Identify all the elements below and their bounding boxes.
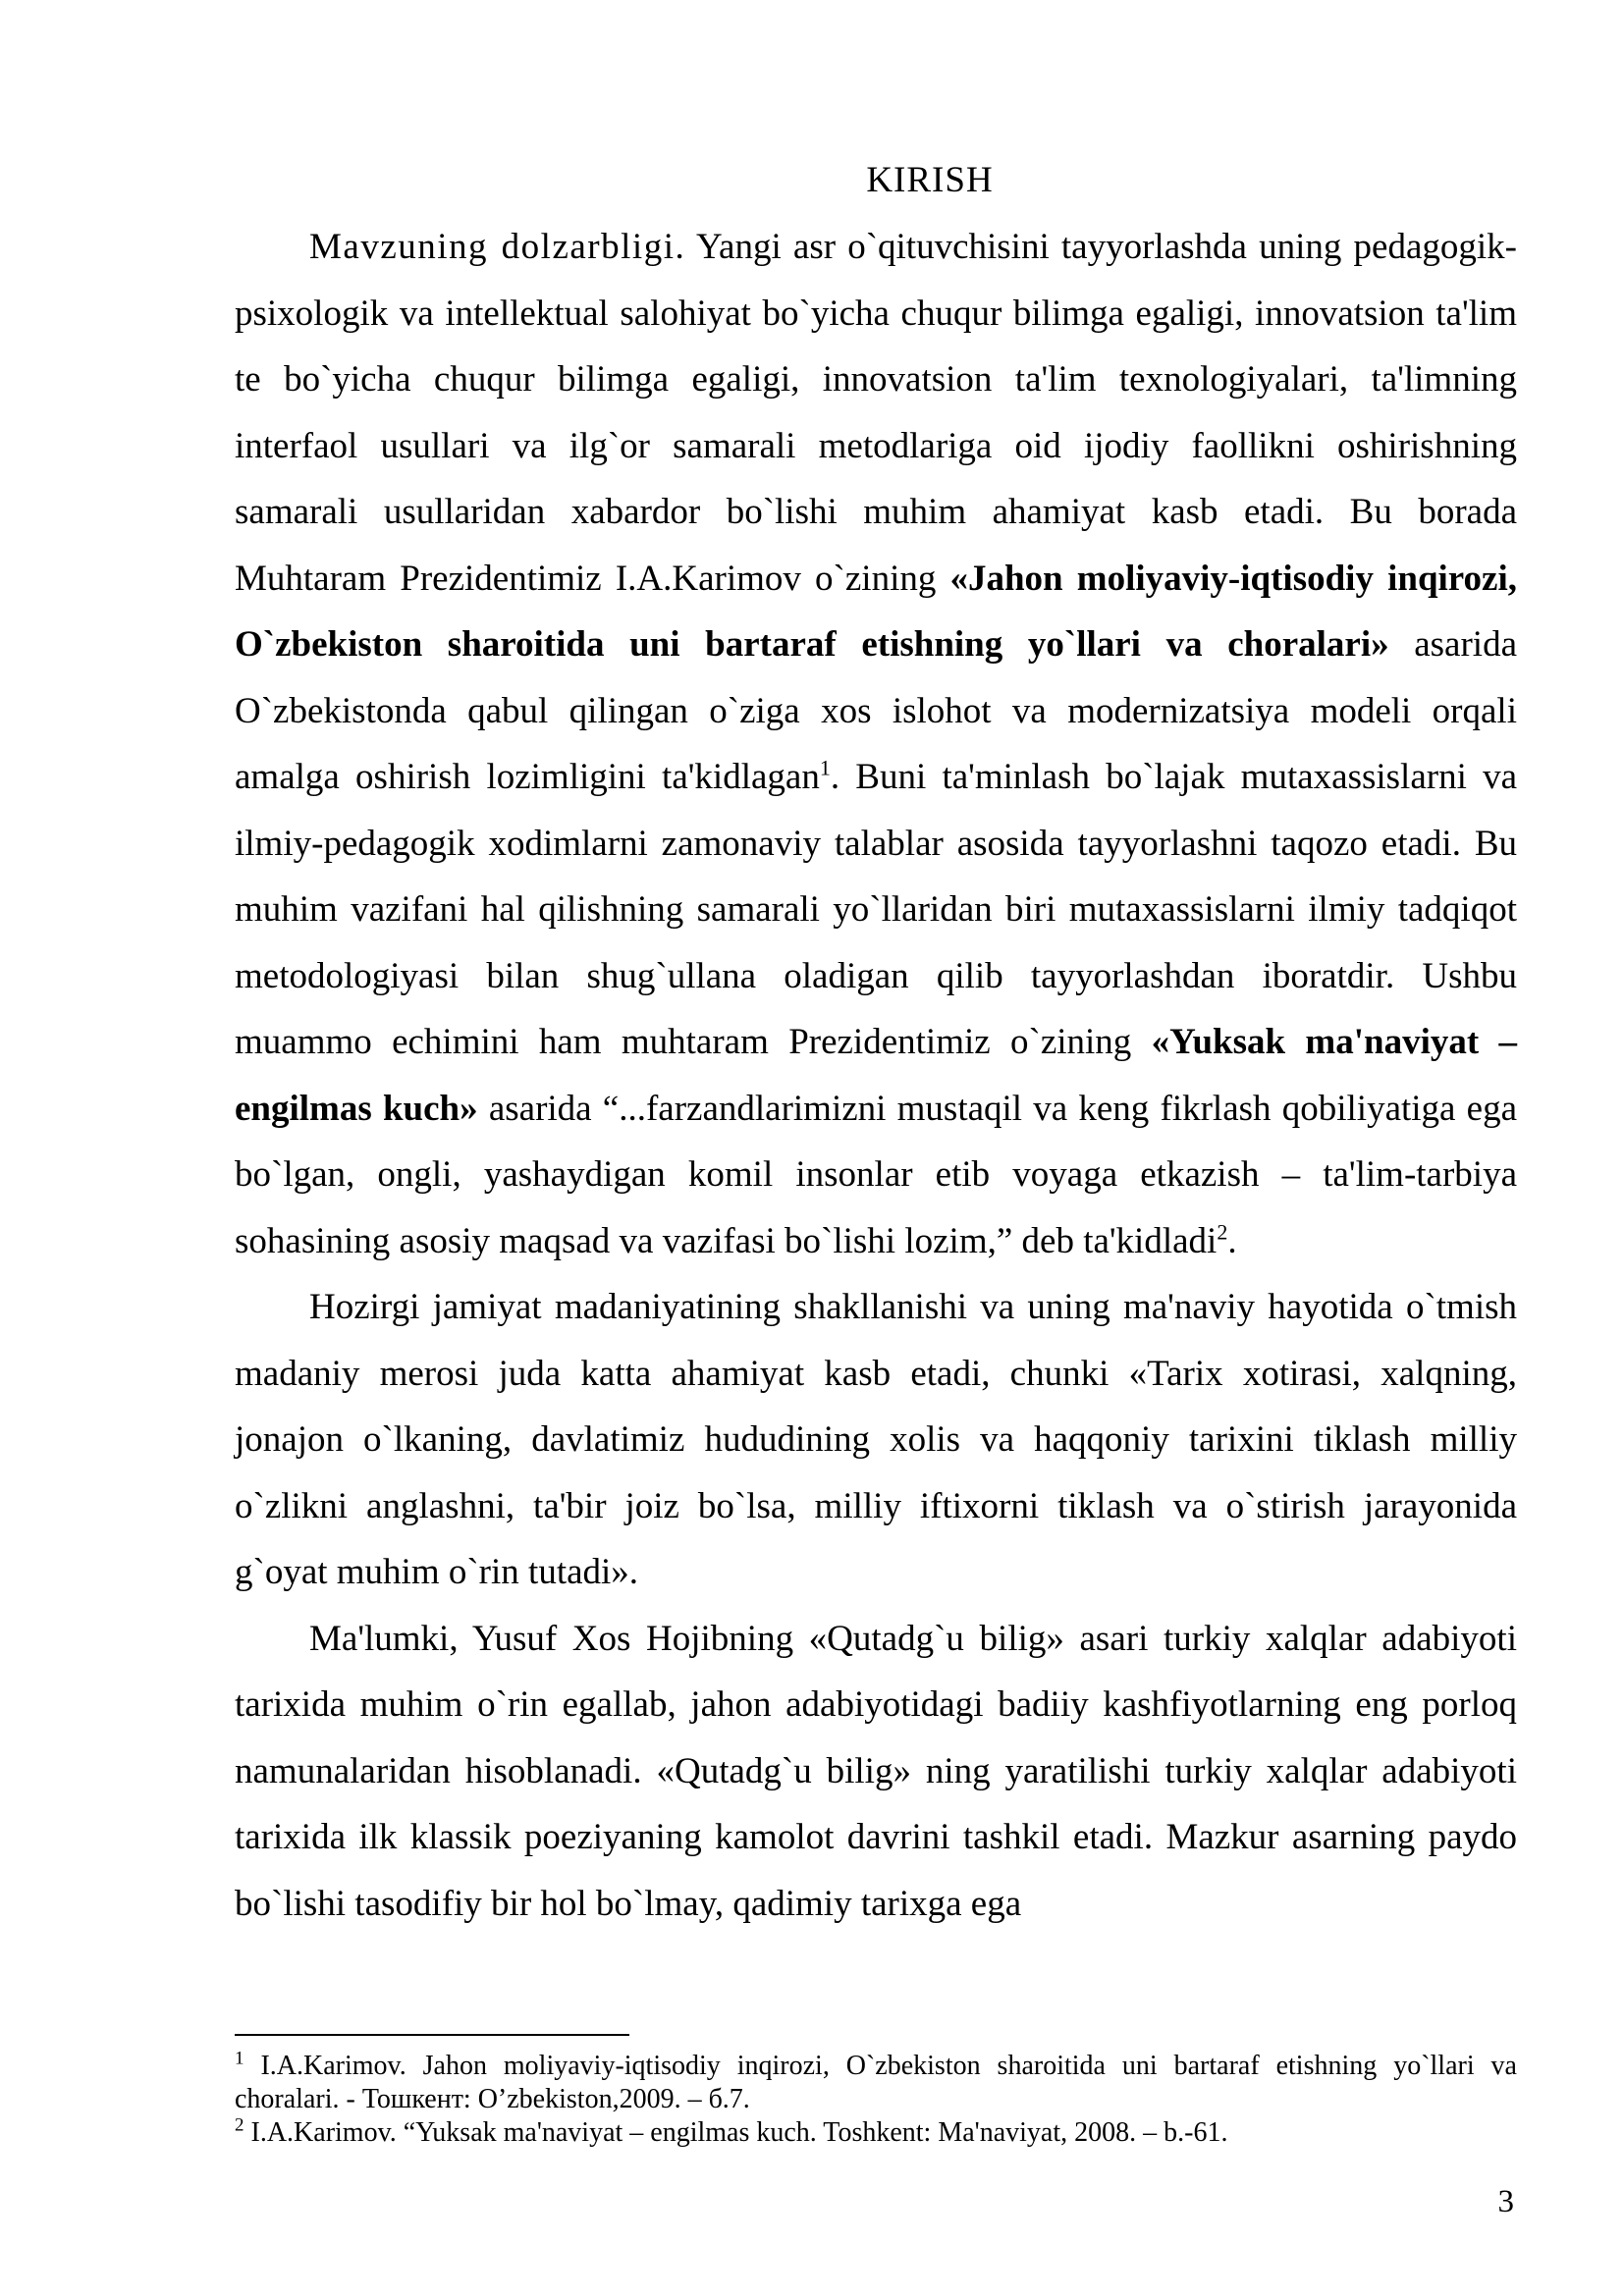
text-run: Yangi asr o`qituvchisini tayyorlashda uning pedagogik-psixologik va intellektual salohiyat bo`yicha chuqur bilimga egaligi, innovatsion ta'lim te bo`yicha chuqur bilimga egaligi, innovatsion ta'lim texnologiyalari, ta'limning interfaol usullari va ilg`or samarali metodlariga oid ijodiy faollikni oshirishning samarali usullaridan xabardor bo`lishi muhim ahamiyat kasb etadi. Bu borada Muhtaram Prezidentimiz I.A.Karimov o`zining — [235, 227, 1518, 599]
footnotes — [235, 2034, 1517, 2150]
footnote-divider — [235, 2034, 629, 2036]
footnote-number: 2 — [235, 2114, 244, 2136]
text-run: . — [1227, 1220, 1237, 1261]
section-heading: KIRISH — [866, 160, 994, 200]
paragraph-heritage: Hozirgi jamiyat madaniyatining shakllanishi va uning ma'naviy hayotida o`tmish madaniy merosi juda katta ahamiyat kasb etadi, chunki «Tarix xotirasi, xalqning, jonajon o`lkaning, davlatimiz hududining xolis va haqqoniy tarixini tiklash milliy o`zlikni anglashni, ta'bir joiz bo`lsa, milliy iftixorni tiklash va o`stirish jarayonida g`oyat muhim o`rin tutadi». — [235, 1287, 1517, 1592]
paragraph-qutadgu-bilig: Ma'lumki, Yusuf Xos Hojibning «Qutadg`u bilig» asari turkiy xalqlar adabiyoti tarixida muhim o`rin egallab, jahon adabiyotidagi badiiy kashfiyotlarning eng porloq namunalaridan hisoblanadi. «Qutadg`u bilig» ning yaratilishi turkiy xalqlar adabiyoti tarixida ilk klassik poeziyaning kamolot davrini tashkil etadi. Mazkur asarning paydo bo`lishi tasodifiy bir hol bo`lmay, qadimiy tarixga ega — [235, 1618, 1517, 1924]
bold-title-2: «Yuksak ma'naviyat – engilmas kuch» — [235, 1022, 1517, 1129]
footnote-ref-1[interactable]: 1 — [819, 755, 831, 780]
bold-title-1: «Jahon moliyaviy-iqtisodiy inqirozi, O`zbekiston sharoitida uni bartaraf etishning yo`llari va choralari» — [235, 558, 1518, 665]
footnote-2 — [235, 2116, 1517, 2150]
paragraph-relevance — [235, 214, 1517, 1274]
footnote-ref-2[interactable]: 2 — [1217, 1219, 1228, 1245]
footnote-text: I.A.Karimov. “Yuksak ma'naviyat – engilmas kuch. Toshkent: Ma'naviyat, 2008. – b.-61. — [244, 2117, 1228, 2148]
text-run: asarida “...farzandlarimizni mustaqil va keng fikrlash qobiliyatiga ega bo`lgan, ongli, yashaydigan komil insonlar etib voyaga etkazish – ta'lim-tarbiya sohasining asosiy maqsad va vazifasi bo`lishi lozim,” deb ta'kidladi — [235, 1088, 1518, 1261]
page-number: 3 — [1497, 2184, 1514, 2219]
footnote-text: I.A.Karimov. Jahon moliyaviy-iqtisodiy inqirozi, O`zbekiston sharoitida uni bartaraf etishning yo`llari va choralari. - Тошкент: O’zbekiston,2009. – б.7. — [235, 2051, 1517, 2114]
document-body — [235, 147, 1517, 1937]
footnote-1 — [235, 2050, 1517, 2116]
text-run: . Buni ta'minlash bo`lajak mutaxassislarni va ilmiy-pedagogik xodimlarni zamonaviy talablar asosida tayyorlashni taqozo etadi. Bu muhim vazifani hal qilishning samarali yo`llaridan biri mutaxassislarni ilmiy tadqiqot metodologiyasi bilan shug`ullana oladigan qilib tayyorlashdan iboratdir. Ushbu muammo echimini ham muhtaram Prezidentimiz o`zining — [235, 757, 1517, 1062]
footnote-number: 1 — [235, 2048, 244, 2069]
lead-phrase: Mavzuning dolzarbligi. — [309, 227, 686, 267]
text-run: asarida O`zbekistonda qabul qilingan o`ziga xos islohot va modernizatsiya modeli orqali amalga oshirish lozimligini ta'kidlagan — [235, 624, 1517, 797]
